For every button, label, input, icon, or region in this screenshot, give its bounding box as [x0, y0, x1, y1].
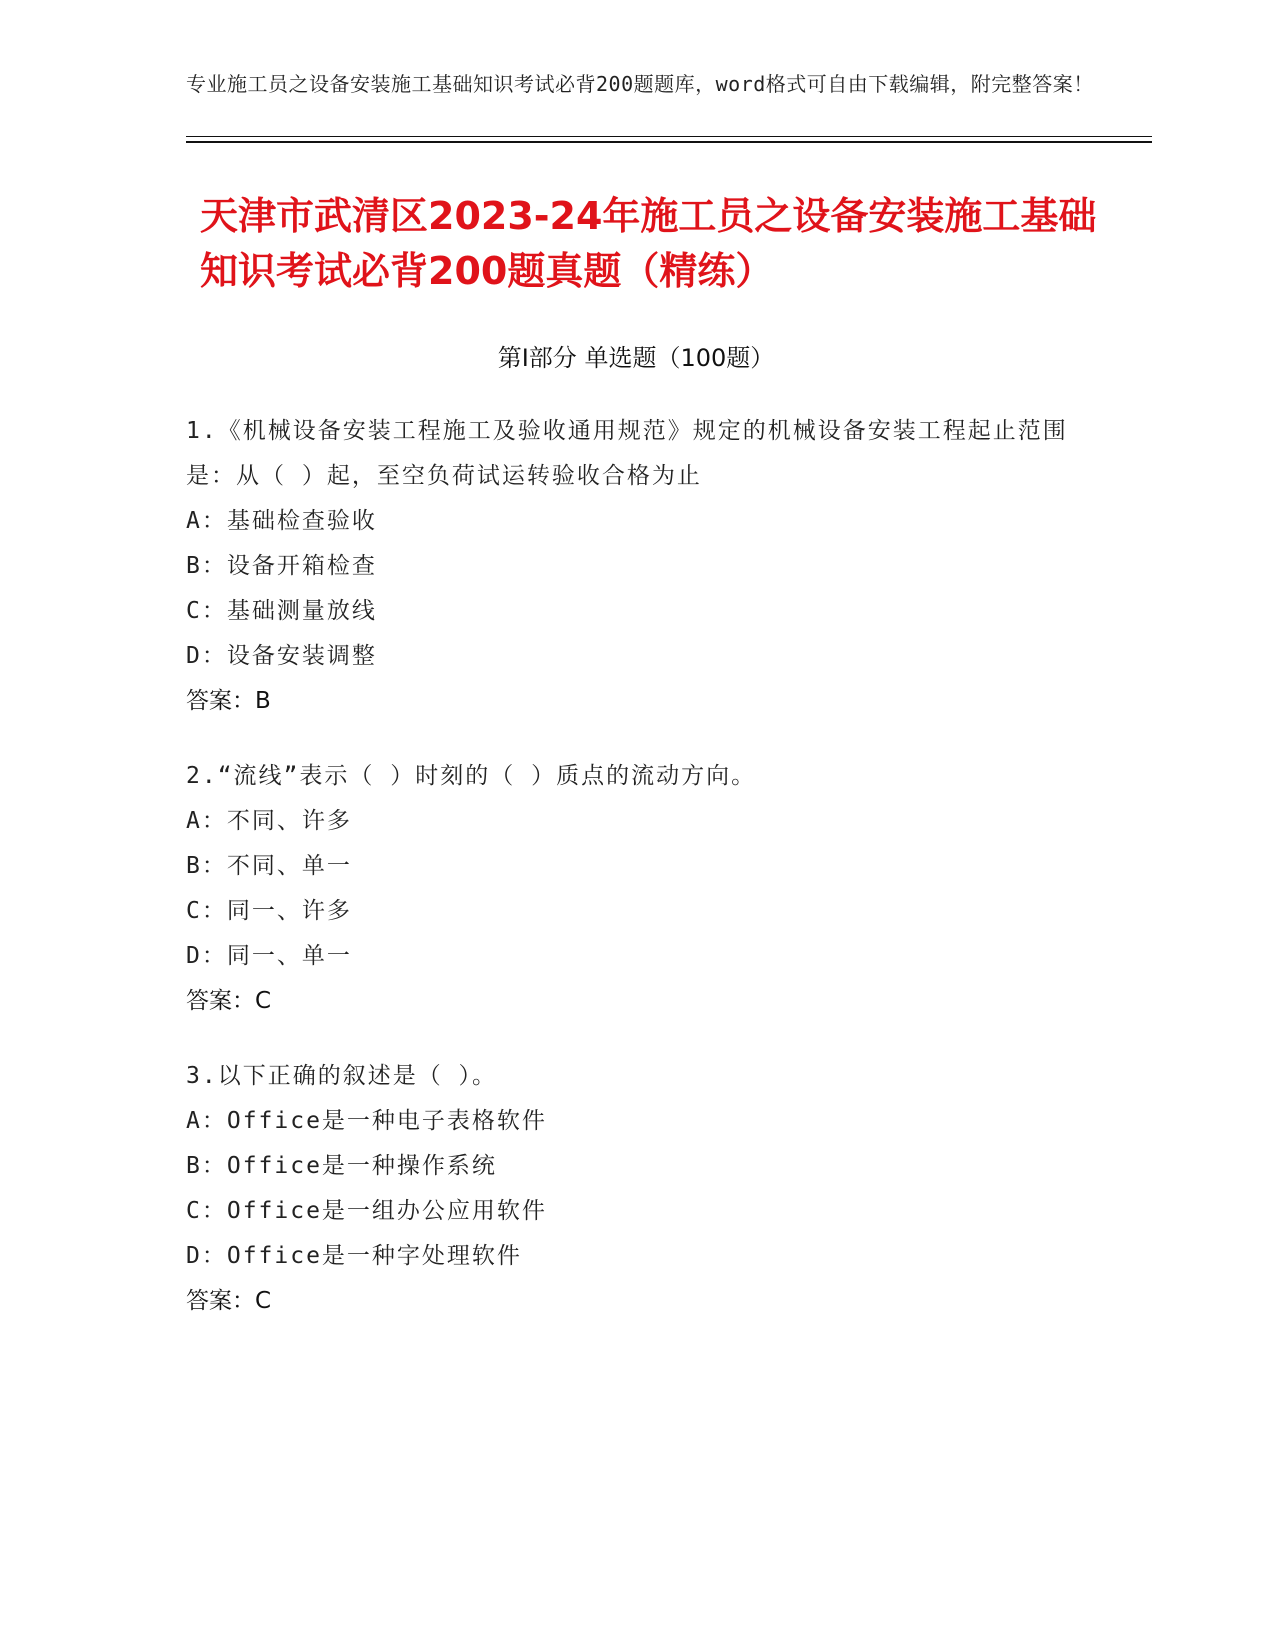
question-stem: 1.《机械设备安装工程施工及验收通用规范》规定的机械设备安装工程起止范围是：从（ ）起，至空负荷试运转验收合格为止 — [186, 418, 1068, 489]
option-c: C：Office是一组办公应用软件 — [186, 1198, 547, 1224]
header-rule-thick — [186, 141, 1152, 143]
option-b: B：设备开箱检查 — [186, 553, 377, 579]
answer-line: 答案：C — [186, 988, 272, 1014]
option-d: D：同一、单一 — [186, 943, 352, 969]
answer-line: 答案：C — [186, 1288, 272, 1314]
option-a: A：Office是一种电子表格软件 — [186, 1108, 547, 1134]
question-stem: 2.“流线”表示（ ）时刻的（ ）质点的流动方向。 — [186, 763, 757, 789]
question-2 — [186, 754, 1146, 1024]
question-3 — [186, 1054, 1146, 1324]
question-list — [186, 409, 1146, 1324]
option-a: A：不同、许多 — [186, 808, 352, 834]
option-c: C：同一、许多 — [186, 898, 352, 924]
header-rule-thin — [186, 136, 1152, 137]
section-title: 第I部分 单选题（100题） — [497, 344, 775, 372]
option-c: C：基础测量放线 — [186, 598, 377, 624]
option-d: D：Office是一种字处理软件 — [186, 1243, 522, 1269]
option-d: D：设备安装调整 — [186, 643, 377, 669]
question-1 — [186, 409, 1146, 724]
option-a: A：基础检查验收 — [186, 508, 377, 534]
document-page — [186, 68, 1146, 1354]
document-title: 天津市武清区2023-24年施工员之设备安装施工基础知识考试必背200题真题（精练） — [200, 194, 1097, 293]
answer-line: 答案：B — [186, 688, 271, 714]
header-note: 专业施工员之设备安装施工基础知识考试必背200题题库，word格式可自由下载编辑，附完整答案！ — [186, 72, 1094, 96]
option-b: B：不同、单一 — [186, 853, 352, 879]
question-stem: 3.以下正确的叙述是（ ）。 — [186, 1063, 498, 1089]
option-b: B：Office是一种操作系统 — [186, 1153, 497, 1179]
